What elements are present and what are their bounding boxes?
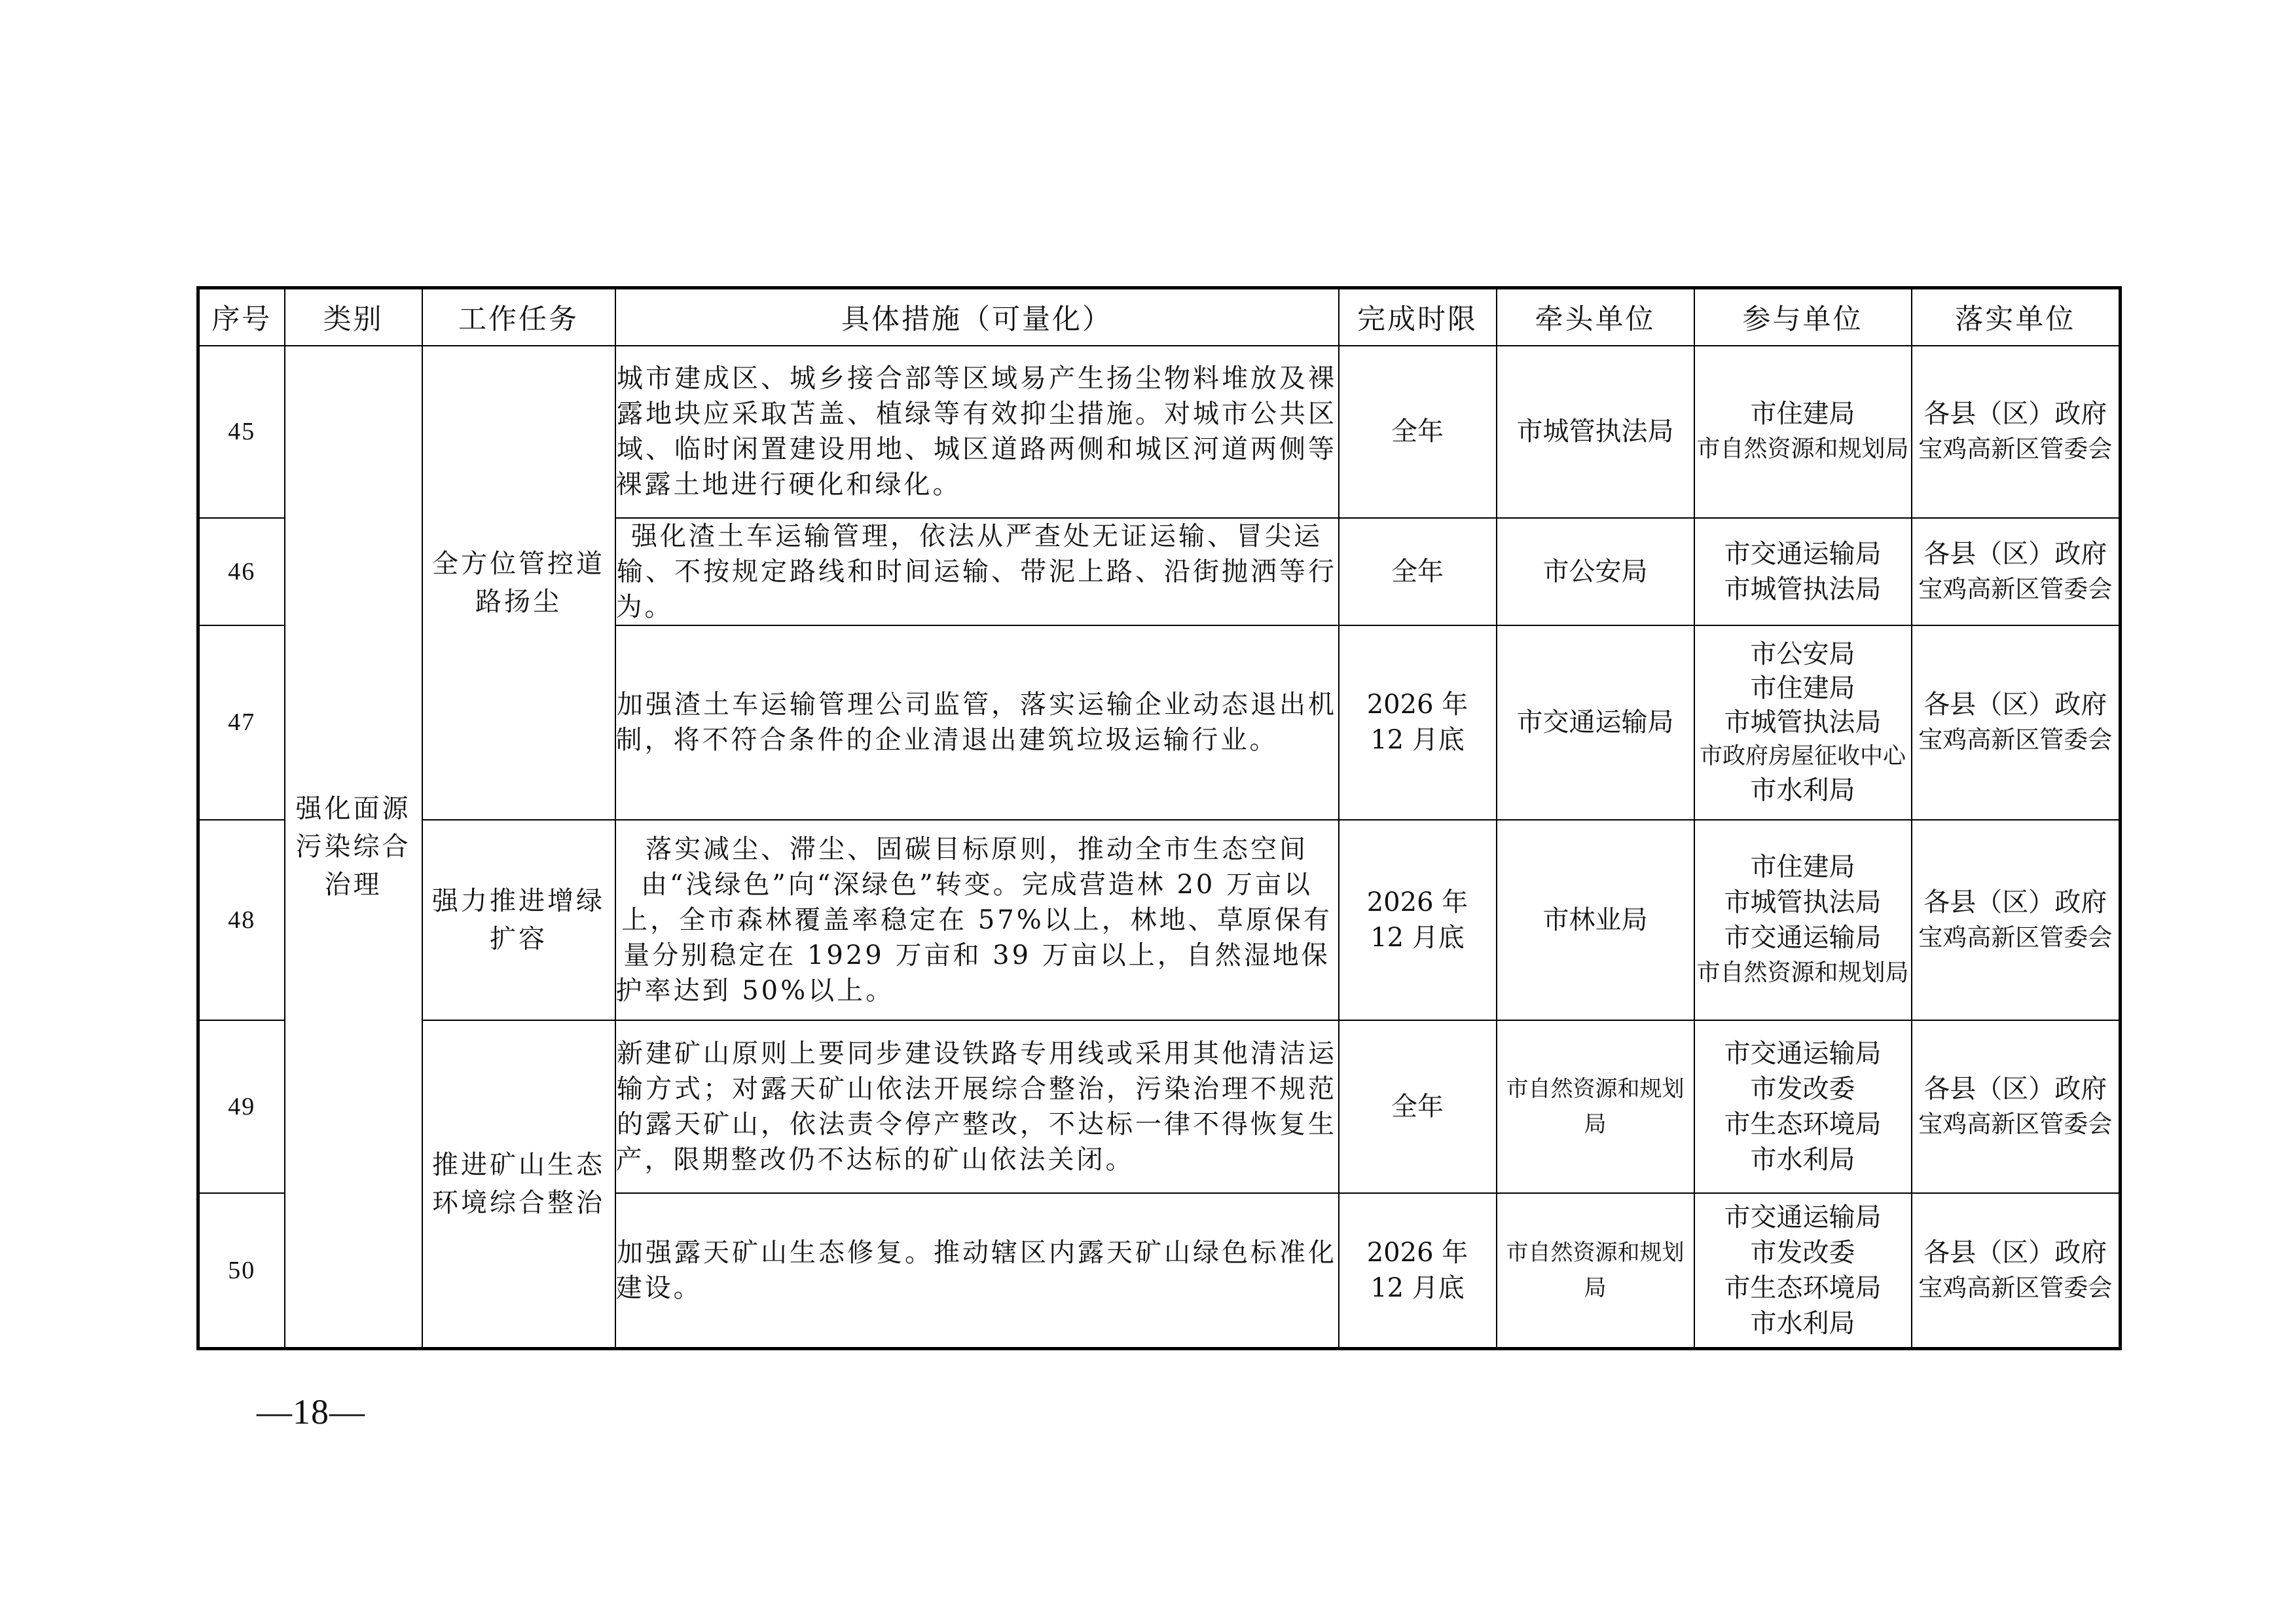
deadline-cell (1339, 518, 1497, 625)
deadline-line: 12 月底 (1370, 1272, 1465, 1303)
task-cell-green (422, 820, 615, 1020)
category-cell (285, 346, 422, 1349)
table-row (198, 346, 2121, 518)
deadline-line: 全年 (1391, 416, 1444, 447)
header-participants: 参与单位 (1694, 288, 1912, 346)
implement-item: 宝鸡高新区管委会 (1918, 726, 2113, 754)
header-task: 工作任务 (422, 288, 615, 346)
implement-item: 各县（区）政府 (1923, 538, 2107, 569)
participant-item: 市城管执法局 (1724, 707, 1882, 737)
measure-cell: 加强渣土车运输管理公司监管，落实运输企业动态退出机制，将不符合条件的企业清退出建筑垃圾运输行业。 (615, 625, 1339, 820)
implement-item: 宝鸡高新区管委会 (1918, 1109, 2113, 1138)
implement-item: 宝鸡高新区管委会 (1918, 435, 2113, 463)
participant-item: 市发改委 (1750, 1237, 1855, 1268)
header-row (198, 288, 2121, 346)
implement-item: 各县（区）政府 (1923, 1237, 2107, 1268)
participant-item: 市生态环境局 (1724, 1272, 1882, 1303)
header-implement: 落实单位 (1912, 288, 2121, 346)
participant-item: 市交通运输局 (1724, 538, 1882, 569)
participants-cell (1694, 625, 1912, 820)
table-row (198, 1020, 2121, 1193)
measure-cell: 强化渣土车运输管理，依法从严查处无证运输、冒尖运输、不按规定路线和时间运输、带泥上路、沿街抛洒等行为。 (615, 518, 1339, 625)
participants-cell (1694, 346, 1912, 518)
participant-item: 市住建局 (1750, 673, 1855, 703)
participants-cell (1694, 820, 1912, 1020)
header-measure: 具体措施（可量化） (615, 288, 1339, 346)
page-number: —18— (257, 1392, 365, 1431)
participant-item: 市住建局 (1750, 851, 1855, 882)
task-label: 全方位管控道路扬尘 (432, 548, 605, 617)
measure-cell: 落实减尘、滞尘、固碳目标原则，推动全市生态空间由“浅绿色”向“深绿色”转变。完成营造林 20 万亩以上，全市森林覆盖率稳定在 57%以上，林地、草原保有量分别稳定在 1929 万亩和 39 万亩以上，自然湿地保护率达到 50%以上。 (615, 820, 1339, 1020)
implement-cell (1912, 625, 2121, 820)
deadline-cell (1339, 820, 1497, 1020)
participant-item: 市交通运输局 (1724, 1202, 1882, 1232)
work-table (196, 286, 2122, 1350)
deadline-cell (1339, 1020, 1497, 1193)
implement-item: 宝鸡高新区管委会 (1918, 1273, 2113, 1302)
category-label: 强化面源污染综合治理 (295, 793, 411, 900)
implement-item: 各县（区）政府 (1923, 887, 2107, 917)
deadline-line: 全年 (1391, 556, 1444, 587)
header-deadline: 完成时限 (1339, 288, 1497, 346)
deadline-cell (1339, 1193, 1497, 1349)
lead-cell: 市自然资源和规划局 (1497, 1193, 1694, 1349)
task-cell-dust (422, 346, 615, 820)
row-seq: 46 (198, 518, 285, 625)
deadline-line: 12 月底 (1370, 922, 1465, 953)
participant-item: 市自然资源和规划局 (1696, 435, 1909, 462)
participant-item: 市政府房屋征收中心 (1699, 743, 1906, 769)
deadline-line: 全年 (1391, 1091, 1444, 1122)
implement-item: 各县（区）政府 (1923, 1073, 2107, 1104)
implement-item: 宝鸡高新区管委会 (1918, 574, 2113, 603)
row-seq: 50 (198, 1193, 285, 1349)
deadline-cell (1339, 625, 1497, 820)
participant-item: 市城管执法局 (1724, 887, 1882, 917)
lead-cell: 市城管执法局 (1497, 346, 1694, 518)
row-seq: 48 (198, 820, 285, 1020)
table-row (198, 820, 2121, 1020)
lead-cell: 市林业局 (1497, 820, 1694, 1020)
participant-item: 市公安局 (1750, 639, 1855, 669)
participant-item: 市水利局 (1750, 775, 1855, 805)
deadline-line: 2026 年 (1366, 1237, 1468, 1268)
deadline-cell (1339, 346, 1497, 518)
implement-item: 宝鸡高新区管委会 (1918, 923, 2113, 951)
header-lead: 牵头单位 (1497, 288, 1694, 346)
participant-item: 市生态环境局 (1724, 1109, 1882, 1139)
participant-item: 市水利局 (1750, 1144, 1855, 1175)
participant-item: 市发改委 (1750, 1073, 1855, 1104)
implement-cell (1912, 1020, 2121, 1193)
row-seq: 45 (198, 346, 285, 518)
lead-cell: 市交通运输局 (1497, 625, 1694, 820)
participants-cell (1694, 1020, 1912, 1193)
deadline-line: 2026 年 (1366, 690, 1468, 720)
implement-cell (1912, 1193, 2121, 1349)
deadline-line: 2026 年 (1366, 887, 1468, 917)
participant-item: 市城管执法局 (1724, 574, 1882, 604)
measure-cell: 加强露天矿山生态修复。推动辖区内露天矿山绿色标准化建设。 (615, 1193, 1339, 1349)
deadline-line: 12 月底 (1370, 725, 1465, 755)
participant-item: 市住建局 (1750, 399, 1855, 429)
task-label: 推进矿山生态环境综合整治 (432, 1149, 605, 1218)
participant-item: 市水利局 (1750, 1308, 1855, 1338)
implement-item: 各县（区）政府 (1923, 690, 2107, 720)
participants-cell (1694, 1193, 1912, 1349)
implement-cell (1912, 820, 2121, 1020)
header-category: 类别 (285, 288, 422, 346)
row-seq: 49 (198, 1020, 285, 1193)
participant-item: 市交通运输局 (1724, 1038, 1882, 1069)
lead-cell: 市公安局 (1497, 518, 1694, 625)
task-cell-mine (422, 1020, 615, 1349)
task-label: 强力推进增绿扩容 (432, 885, 605, 954)
implement-item: 各县（区）政府 (1923, 399, 2107, 429)
header-seq: 序号 (198, 288, 285, 346)
measure-cell: 城市建成区、城乡接合部等区域易产生扬尘物料堆放及裸露地块应采取苫盖、植绿等有效抑尘措施。对城市公共区域、临时闲置建设用地、城区道路两侧和城区河道两侧等裸露土地进行硬化和绿化。 (615, 346, 1339, 518)
lead-cell: 市自然资源和规划局 (1497, 1020, 1694, 1193)
participant-item: 市交通运输局 (1724, 922, 1882, 953)
implement-cell (1912, 518, 2121, 625)
row-seq: 47 (198, 625, 285, 820)
participants-cell (1694, 518, 1912, 625)
implement-cell (1912, 346, 2121, 518)
measure-cell: 新建矿山原则上要同步建设铁路专用线或采用其他清洁运输方式；对露天矿山依法开展综合整治，污染治理不规范的露天矿山，依法责令停产整改，不达标一律不得恢复生产，限期整改仍不达标的矿山依法关闭。 (615, 1020, 1339, 1193)
participant-item: 市自然资源和规划局 (1696, 959, 1909, 986)
